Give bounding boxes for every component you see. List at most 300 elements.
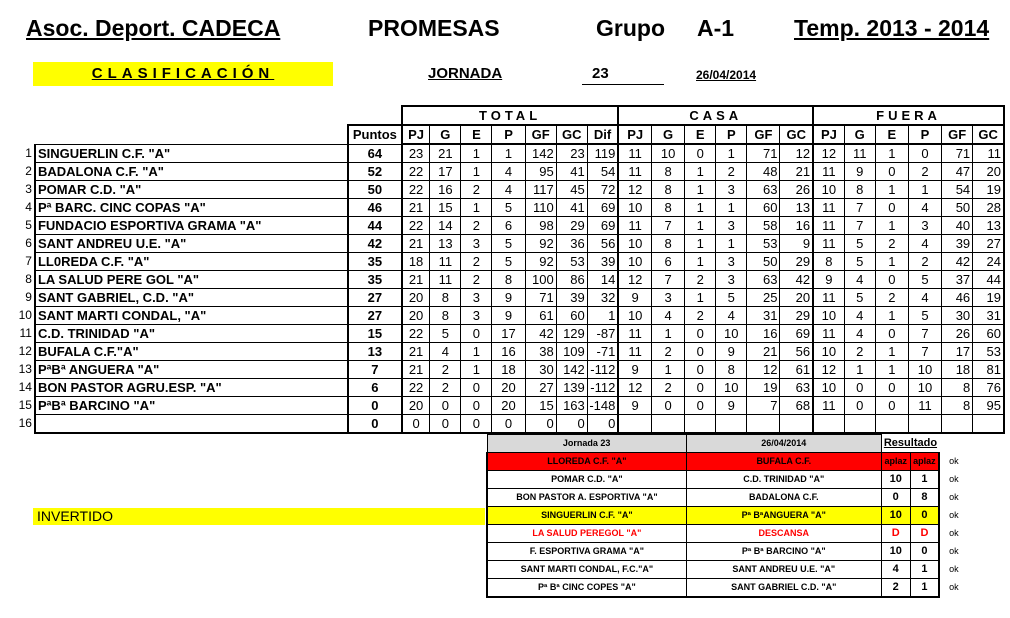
away-stat: 11 — [813, 397, 844, 415]
total-stat: -71 — [587, 343, 618, 361]
total-stat: 5 — [430, 325, 461, 343]
total-stat: 53 — [556, 253, 587, 271]
results-table — [486, 434, 976, 598]
home-stat — [747, 415, 780, 434]
match-score-home: 10 — [881, 507, 910, 525]
position: 14 — [18, 380, 32, 394]
total-stat: 29 — [556, 217, 587, 235]
blank-cell — [18, 106, 402, 125]
total-stat: 1 — [587, 307, 618, 325]
away-stat: 11 — [973, 144, 1004, 163]
home-stat: 68 — [780, 397, 813, 415]
away-stat — [973, 415, 1004, 434]
away-stat: 0 — [844, 397, 875, 415]
match-away: Pª Bª BARCINO "A" — [686, 543, 881, 561]
total-stat: 5 — [492, 199, 525, 217]
away-stat: 1 — [875, 307, 908, 325]
total-stat: 17 — [430, 163, 461, 181]
home-stat: 63 — [747, 271, 780, 289]
match-row — [487, 489, 975, 507]
total-stat: 56 — [587, 235, 618, 253]
total-stat: 2 — [461, 271, 492, 289]
total-stat: 39 — [556, 289, 587, 307]
total-stat: 3 — [461, 307, 492, 325]
match-score-away: 0 — [910, 543, 939, 561]
points: 7 — [348, 361, 402, 379]
home-stat: 9 — [618, 361, 651, 379]
away-stat: 46 — [942, 289, 973, 307]
total-stat: 21 — [402, 343, 430, 361]
home-stat: 0 — [652, 397, 685, 415]
total-stat: 5 — [492, 253, 525, 271]
position: 2 — [25, 164, 32, 178]
total-stat: 129 — [556, 325, 587, 343]
away-stat: 5 — [908, 271, 941, 289]
col-away-header: P — [908, 125, 941, 144]
total-stat: 0 — [525, 415, 556, 434]
standings-row — [18, 289, 1004, 307]
points: 50 — [348, 181, 402, 199]
match-row — [487, 543, 975, 561]
points: 64 — [348, 144, 402, 163]
total-stat: 1 — [461, 163, 492, 181]
match-row — [487, 453, 975, 471]
total-stat: 8 — [492, 271, 525, 289]
home-stat: 0 — [685, 325, 716, 343]
total-stat: 3 — [461, 289, 492, 307]
home-stat: 42 — [780, 271, 813, 289]
total-stat: 17 — [492, 325, 525, 343]
home-stat: 1 — [685, 289, 716, 307]
total-stat: 45 — [556, 181, 587, 199]
away-stat: 27 — [973, 235, 1004, 253]
total-stat: 0 — [587, 415, 618, 434]
match-away: Pª BªANGUERA "A" — [686, 507, 881, 525]
total-stat: 13 — [430, 235, 461, 253]
position: 1 — [25, 145, 32, 160]
results-head-jornada: Jornada 23 — [487, 435, 686, 453]
points: 0 — [348, 397, 402, 415]
blank-cell — [18, 125, 35, 144]
match-ok: ok — [949, 546, 959, 556]
home-stat: 63 — [747, 181, 780, 199]
total-stat: 109 — [556, 343, 587, 361]
total-stat: 20 — [402, 307, 430, 325]
away-stat: 24 — [973, 253, 1004, 271]
home-stat: 4 — [716, 307, 747, 325]
away-stat: 0 — [844, 379, 875, 397]
total-stat: 142 — [525, 144, 556, 163]
away-stat: 3 — [908, 217, 941, 235]
total-stat: 20 — [492, 379, 525, 397]
away-stat: 11 — [813, 217, 844, 235]
section-header-row — [18, 106, 1004, 125]
home-stat: 9 — [618, 289, 651, 307]
home-stat: 10 — [618, 235, 651, 253]
section-total: TOTAL — [402, 106, 619, 125]
home-stat: 12 — [618, 271, 651, 289]
blank-cell — [939, 435, 975, 453]
home-stat: 16 — [747, 325, 780, 343]
away-stat: 4 — [908, 289, 941, 307]
match-row — [487, 525, 975, 543]
away-stat: 4 — [844, 325, 875, 343]
total-stat: 92 — [525, 253, 556, 271]
points: 27 — [348, 307, 402, 325]
points: 42 — [348, 235, 402, 253]
total-stat: 20 — [402, 397, 430, 415]
match-ok: ok — [949, 582, 959, 593]
home-stat: 1 — [716, 235, 747, 253]
match-row — [487, 507, 975, 525]
total-stat: 20 — [402, 289, 430, 307]
total-stat: 23 — [402, 144, 430, 163]
col-home-header: E — [685, 125, 716, 144]
team-name: BUFALA C.F."A" — [35, 343, 348, 361]
away-stat: 1 — [908, 181, 941, 199]
away-stat: 1 — [875, 253, 908, 271]
total-stat: 1 — [461, 199, 492, 217]
total-stat: 2 — [461, 253, 492, 271]
match-row — [487, 579, 975, 598]
total-stat: 1 — [461, 361, 492, 379]
away-stat: 26 — [942, 325, 973, 343]
total-stat: 22 — [402, 217, 430, 235]
total-stat: 92 — [525, 235, 556, 253]
total-stat: 9 — [492, 289, 525, 307]
column-header-row — [18, 125, 1004, 144]
home-stat: 53 — [747, 235, 780, 253]
home-stat: 8 — [652, 181, 685, 199]
results-header-row — [487, 435, 975, 453]
away-stat: 2 — [908, 253, 941, 271]
col-away-header: E — [875, 125, 908, 144]
total-stat: 42 — [525, 325, 556, 343]
home-stat: 1 — [685, 253, 716, 271]
away-stat: 39 — [942, 235, 973, 253]
away-stat: 8 — [813, 253, 844, 271]
total-stat: 18 — [492, 361, 525, 379]
home-stat: 10 — [652, 144, 685, 163]
away-stat: 12 — [813, 361, 844, 379]
col-total-header: Dif — [587, 125, 618, 144]
home-stat: 31 — [747, 307, 780, 325]
away-stat: 10 — [813, 181, 844, 199]
total-stat: 32 — [587, 289, 618, 307]
away-stat: 95 — [973, 397, 1004, 415]
total-stat: 38 — [525, 343, 556, 361]
position: 11 — [19, 326, 32, 340]
away-stat: 10 — [813, 343, 844, 361]
home-stat: 2 — [685, 271, 716, 289]
home-stat: 1 — [652, 361, 685, 379]
home-stat — [618, 415, 651, 434]
total-stat: 21 — [402, 235, 430, 253]
points: 44 — [348, 217, 402, 235]
match-ok: ok — [949, 492, 959, 502]
team-name: SINGUERLIN C.F. "A" — [35, 144, 348, 163]
away-stat: 0 — [875, 271, 908, 289]
away-stat: 5 — [844, 235, 875, 253]
home-stat: 29 — [780, 253, 813, 271]
match-home: Pª Bª CINC COPES "A" — [487, 579, 686, 598]
standings-row — [18, 163, 1004, 181]
team-name: SANT GABRIEL, C.D. "A" — [35, 289, 348, 307]
total-stat: 21 — [402, 271, 430, 289]
section-away: FUERA — [813, 106, 1004, 125]
jornada-date: 26/04/2014 — [696, 68, 757, 82]
home-stat: 1 — [685, 163, 716, 181]
away-stat: 5 — [908, 307, 941, 325]
home-stat — [685, 415, 716, 434]
total-stat: 0 — [461, 325, 492, 343]
away-stat: 4 — [908, 199, 941, 217]
match-away: SANT ANDREU U.E. "A" — [686, 561, 881, 579]
away-stat: 42 — [942, 253, 973, 271]
total-stat: 22 — [402, 379, 430, 397]
away-stat: 53 — [973, 343, 1004, 361]
standings-row — [18, 253, 1004, 271]
match-ok: ok — [949, 456, 959, 466]
home-stat: 11 — [618, 144, 651, 163]
home-stat: 3 — [716, 253, 747, 271]
match-score-away: 1 — [910, 561, 939, 579]
total-stat: 39 — [587, 253, 618, 271]
away-stat: 17 — [942, 343, 973, 361]
total-stat: 9 — [492, 307, 525, 325]
total-stat: 18 — [402, 253, 430, 271]
total-stat: 0 — [430, 415, 461, 434]
total-stat: 14 — [587, 271, 618, 289]
points: 0 — [348, 415, 402, 434]
col-away-header: PJ — [813, 125, 844, 144]
away-stat: 9 — [844, 163, 875, 181]
away-stat — [813, 415, 844, 434]
match-home: LLOREDA C.F. "A" — [487, 453, 686, 471]
home-stat: 8 — [716, 361, 747, 379]
home-stat: 0 — [685, 397, 716, 415]
away-stat: 11 — [844, 144, 875, 163]
standings-row — [18, 181, 1004, 199]
home-stat: 3 — [652, 289, 685, 307]
total-stat: 23 — [556, 144, 587, 163]
home-stat: 4 — [652, 307, 685, 325]
invertido-label: INVERTIDO — [37, 508, 113, 524]
home-stat: 0 — [685, 343, 716, 361]
home-stat: 0 — [685, 379, 716, 397]
home-stat: 16 — [780, 217, 813, 235]
team-name: Pª BARC. CINC COPAS "A" — [35, 199, 348, 217]
points: 46 — [348, 199, 402, 217]
home-stat: 0 — [685, 361, 716, 379]
home-stat: 19 — [747, 379, 780, 397]
total-stat: -148 — [587, 397, 618, 415]
points: 13 — [348, 343, 402, 361]
match-away: DESCANSA — [686, 525, 881, 543]
away-stat: 54 — [942, 181, 973, 199]
position: 3 — [25, 182, 32, 196]
home-stat: 1 — [685, 181, 716, 199]
home-stat: 71 — [747, 144, 780, 163]
category-title: PROMESAS — [368, 15, 500, 41]
total-stat: 71 — [525, 289, 556, 307]
away-stat: 11 — [813, 325, 844, 343]
total-stat: -87 — [587, 325, 618, 343]
away-stat: 8 — [942, 379, 973, 397]
team-name: POMAR C.D. "A" — [35, 181, 348, 199]
points: 52 — [348, 163, 402, 181]
match-score-away: D — [910, 525, 939, 543]
col-home-header: GC — [780, 125, 813, 144]
home-stat: 13 — [780, 199, 813, 217]
total-stat: 2 — [430, 379, 461, 397]
home-stat: 1 — [716, 144, 747, 163]
col-away-header: GC — [973, 125, 1004, 144]
away-stat: 2 — [844, 343, 875, 361]
total-stat: 22 — [402, 163, 430, 181]
standings-row — [18, 199, 1004, 217]
total-stat: 16 — [430, 181, 461, 199]
match-ok: ok — [949, 510, 959, 520]
position: 13 — [18, 362, 32, 376]
away-stat: 30 — [942, 307, 973, 325]
match-score-home: 0 — [881, 489, 910, 507]
total-stat: 95 — [525, 163, 556, 181]
home-stat: 8 — [652, 163, 685, 181]
position: 8 — [25, 272, 32, 286]
away-stat: 1 — [844, 361, 875, 379]
total-stat: 21 — [402, 199, 430, 217]
total-stat: 4 — [430, 343, 461, 361]
total-stat: 36 — [556, 235, 587, 253]
match-score-home: D — [881, 525, 910, 543]
total-stat: 1 — [461, 343, 492, 361]
away-stat: 10 — [908, 361, 941, 379]
match-away: BUFALA C.F. — [686, 453, 881, 471]
total-stat: 22 — [402, 181, 430, 199]
home-stat: 12 — [618, 181, 651, 199]
total-stat: 139 — [556, 379, 587, 397]
home-stat — [652, 415, 685, 434]
total-stat: 11 — [430, 271, 461, 289]
home-stat: 61 — [780, 361, 813, 379]
col-total-header: G — [430, 125, 461, 144]
away-stat: 1 — [875, 343, 908, 361]
match-home: SINGUERLIN C.F. "A" — [487, 507, 686, 525]
total-stat: 0 — [430, 397, 461, 415]
match-away: C.D. TRINIDAD "A" — [686, 471, 881, 489]
jornada-number: 23 — [582, 65, 664, 85]
away-stat: 7 — [844, 217, 875, 235]
total-stat: 30 — [525, 361, 556, 379]
jornada-label: JORNADA — [428, 65, 503, 82]
away-stat: 10 — [908, 379, 941, 397]
position: 9 — [25, 290, 32, 304]
clasificacion-label: CLASIFICACIÓN — [91, 65, 275, 82]
total-stat: 117 — [525, 181, 556, 199]
total-stat: 41 — [556, 199, 587, 217]
total-stat: 0 — [461, 415, 492, 434]
home-stat: 10 — [618, 199, 651, 217]
away-stat: 81 — [973, 361, 1004, 379]
total-stat: 54 — [587, 163, 618, 181]
away-stat: 0 — [875, 325, 908, 343]
away-stat: 4 — [844, 271, 875, 289]
match-score-home: 10 — [881, 543, 910, 561]
total-stat: 119 — [587, 144, 618, 163]
away-stat: 0 — [908, 144, 941, 163]
home-stat: 0 — [685, 144, 716, 163]
team-name — [35, 415, 348, 434]
match-ok: ok — [949, 564, 959, 574]
home-stat: 12 — [618, 379, 651, 397]
total-stat: 0 — [461, 379, 492, 397]
team-name: BON PASTOR AGRU.ESP. "A" — [35, 379, 348, 397]
home-stat: 1 — [652, 325, 685, 343]
total-stat: 15 — [430, 199, 461, 217]
match-home: BON PASTOR A. ESPORTIVA "A" — [487, 489, 686, 507]
total-stat: 4 — [492, 163, 525, 181]
total-stat: 11 — [430, 253, 461, 271]
total-stat: 16 — [492, 343, 525, 361]
match-home: F. ESPORTIVA GRAMA "A" — [487, 543, 686, 561]
standings-row — [18, 325, 1004, 343]
standings-row — [18, 217, 1004, 235]
away-stat: 11 — [908, 397, 941, 415]
total-stat: 0 — [402, 415, 430, 434]
home-stat: 29 — [780, 307, 813, 325]
away-stat: 11 — [813, 199, 844, 217]
away-stat: 20 — [973, 163, 1004, 181]
home-stat: 1 — [685, 199, 716, 217]
home-stat: 69 — [780, 325, 813, 343]
match-score-home: 2 — [881, 579, 910, 598]
away-stat: 19 — [973, 289, 1004, 307]
home-stat: 2 — [652, 343, 685, 361]
total-stat: 2 — [430, 361, 461, 379]
home-stat: 48 — [747, 163, 780, 181]
match-score-away: aplaz — [910, 453, 939, 471]
home-stat: 1 — [685, 235, 716, 253]
away-stat: 7 — [844, 199, 875, 217]
standings-row — [18, 415, 1004, 434]
total-stat: 69 — [587, 217, 618, 235]
col-total-header: P — [492, 125, 525, 144]
total-stat: 27 — [525, 379, 556, 397]
home-stat — [780, 415, 813, 434]
total-stat: 15 — [525, 397, 556, 415]
col-away-header: GF — [942, 125, 973, 144]
total-stat: 61 — [525, 307, 556, 325]
total-stat: 72 — [587, 181, 618, 199]
team-name: LA SALUD PERE GOL "A" — [35, 271, 348, 289]
position: 4 — [25, 200, 32, 214]
home-stat: 11 — [618, 217, 651, 235]
home-stat: 9 — [716, 397, 747, 415]
away-stat — [875, 415, 908, 434]
total-stat: 2 — [461, 181, 492, 199]
away-stat: 5 — [844, 289, 875, 307]
away-stat: 1 — [875, 217, 908, 235]
away-stat: 1 — [875, 181, 908, 199]
total-stat: 110 — [525, 199, 556, 217]
away-stat: 12 — [813, 144, 844, 163]
match-home: SANT MARTI CONDAL, F.C."A" — [487, 561, 686, 579]
away-stat: 8 — [942, 397, 973, 415]
team-name: SANT MARTI CONDAL, "A" — [35, 307, 348, 325]
position: 5 — [25, 218, 32, 232]
total-stat: 1 — [492, 144, 525, 163]
